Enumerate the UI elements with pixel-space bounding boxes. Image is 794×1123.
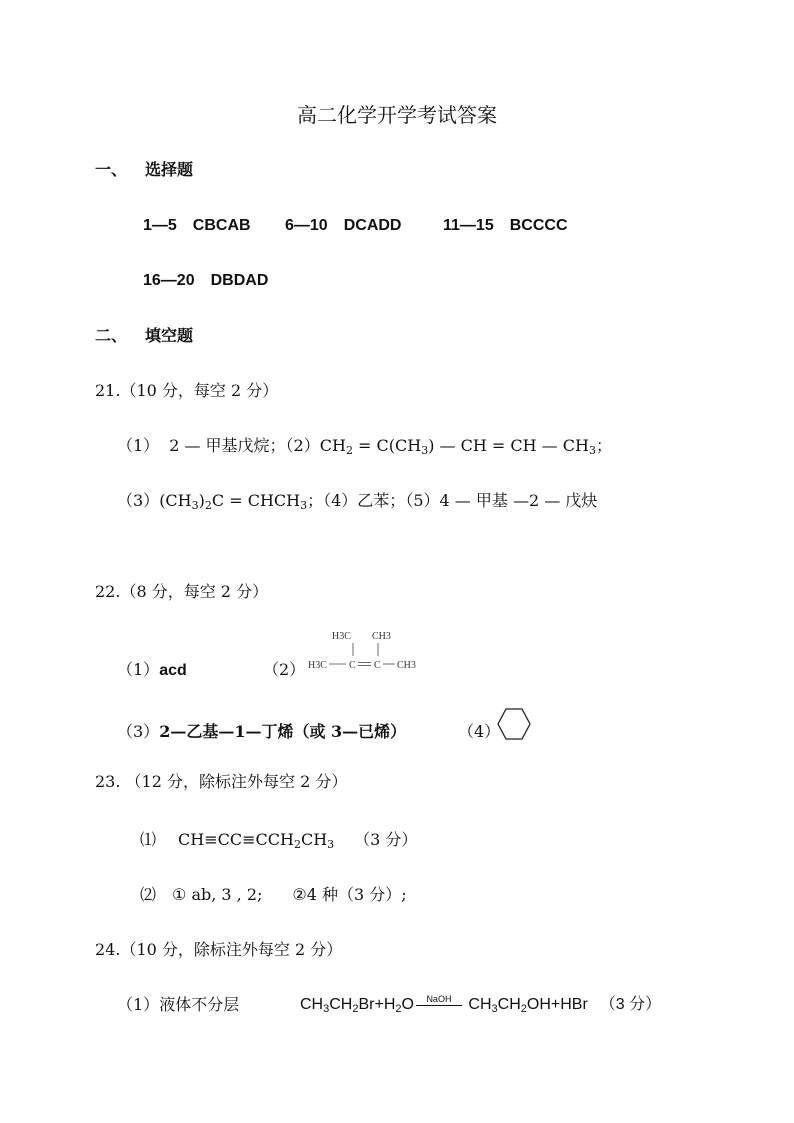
sub-number: （2） (285, 436, 320, 455)
choice-answer-group-2 (285, 216, 401, 236)
question-21-line-1 (117, 436, 612, 456)
sub-number-2: （2） (263, 660, 306, 679)
page-title: 高二化学开学考试答案 (297, 103, 497, 127)
sub-number: （5） (405, 491, 440, 510)
question-24-heading: 24.（10 分，除标注外每空 2 分） (95, 940, 343, 959)
answer-text: 4 — 甲基 —2 — 戊炔 (439, 491, 598, 510)
choice-answer-row-2 (143, 271, 268, 291)
question-23-answer-1 (140, 830, 417, 850)
answer-range: 1—5 (143, 217, 177, 234)
answer-text: 乙苯； (357, 491, 406, 510)
struct-label: H3C (308, 660, 327, 671)
sub-number: ⑴ (140, 830, 157, 849)
answer-letters: DCADD (343, 217, 402, 234)
answer-text: ① ab, 3 , 2; (172, 885, 263, 904)
answer-letters: CBCAB (192, 217, 251, 234)
reaction-condition: NaOH (426, 994, 452, 1004)
answer-text: 2 — 甲基戊烷； (169, 436, 286, 455)
sub-number: （3） (117, 491, 160, 510)
question-24-answer-1 (117, 995, 239, 1015)
struct-label: CH3 (397, 660, 416, 671)
question-22-answer-1 (117, 660, 187, 681)
choice-answer-group-3 (443, 216, 568, 236)
reaction-equation: $CH_3CH_2Br+H_2O$ NaOH $CH_3CH_2OH+HBr$ （3 分） (300, 995, 661, 1015)
score-note: （3 分） (599, 996, 662, 1013)
answer-text: acd (159, 662, 187, 679)
reaction-arrow (414, 995, 464, 1015)
sub-number: ⑵ (140, 885, 157, 904)
question-21-line-2 (117, 491, 597, 511)
formula: $CH\equiv CC\equiv CCH_2CH_3$ (178, 830, 335, 851)
structural-formula (308, 628, 428, 674)
question-23-heading: 23. （12 分，除标注外每空 2 分） (95, 772, 348, 791)
question-22-answer-3 (117, 722, 406, 742)
sub-number-4: （4） (458, 722, 501, 741)
answer-range: 6—10 (285, 217, 328, 234)
answer-text: 液体不分层 (159, 995, 240, 1014)
section-name: 选择题 (145, 160, 194, 179)
sub-number: （4） (323, 491, 358, 510)
sub-number: （1） (117, 995, 160, 1014)
answer-range: 16—20 (143, 272, 195, 289)
answer-text: ②4 种（3 分）; (292, 885, 407, 904)
sub-number: （3） (117, 722, 160, 741)
cyclohexane-ring (497, 708, 531, 740)
section-name: 填空题 (145, 326, 194, 345)
struct-label: C (374, 660, 381, 671)
question-23-answer-2 (140, 885, 407, 905)
formula: $(CH_3)_2C$ = $CHCH_3$； (159, 491, 324, 512)
sub-number: （1） (117, 436, 160, 455)
score-note: （3 分） (354, 830, 418, 849)
struct-label: CH3 (372, 631, 391, 642)
section-heading-fill (95, 326, 193, 346)
question-21-heading: 21.（10 分，每空 2 分） (95, 381, 279, 400)
answer-range: 11—15 (443, 217, 494, 234)
struct-label: H3C (332, 631, 351, 642)
answer-letters: DBDAD (210, 272, 269, 289)
struct-label: C (349, 660, 356, 671)
section-number: 二、 (95, 326, 128, 345)
choice-answer-row-1 (143, 216, 251, 236)
section-heading-choice (95, 160, 193, 180)
answer-letters: BCCCC (509, 217, 568, 234)
question-22-heading: 22.（8 分，每空 2 分） (95, 582, 269, 601)
answer-text: 2—乙基—1—丁烯（或 3—已烯） (159, 722, 407, 741)
section-number: 一、 (95, 160, 128, 179)
formula: $CH_2 = C(CH_3)$ — CH = CH — $CH_3$； (319, 436, 612, 457)
sub-number: （1） (117, 660, 160, 679)
